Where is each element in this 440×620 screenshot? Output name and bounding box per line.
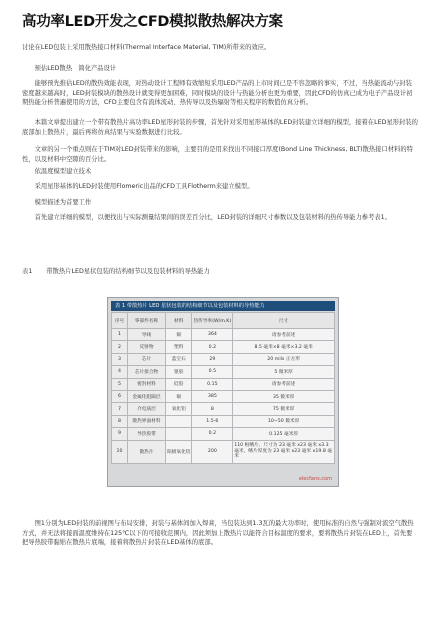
table-cell: 10 — [112, 440, 128, 463]
table-cell: 请参考前述 — [233, 378, 335, 390]
section-heading-1: 预估LED散热 简化产品设计 — [34, 65, 117, 72]
table-cell: 29 — [192, 353, 233, 365]
table-cell: 1.5-6 — [192, 415, 233, 427]
table-cell: 银胶 — [166, 366, 192, 378]
table-row — [112, 329, 335, 341]
table-caption — [22, 266, 210, 275]
intro-paragraph: 讨论在LED包装上采用散热接口材料(Thermal Interface Material, TIM)所带来的效应。 — [22, 44, 271, 51]
table-cell: 反射物 — [128, 341, 166, 353]
table-row — [112, 366, 335, 378]
table-header-row — [112, 313, 335, 329]
table-cell: 导线 — [128, 329, 166, 341]
table-cell: 8.5 毫米×8 毫米×3.2 毫米 — [233, 341, 335, 353]
table-row — [112, 403, 335, 415]
table-cell: 铜 — [166, 329, 192, 341]
table-caption-label: 表1 — [22, 268, 33, 275]
table-cell: 0.2 — [192, 341, 233, 353]
table-cell: 6 — [112, 390, 128, 402]
table-cell: 75 微米厚 — [233, 403, 335, 415]
table-cell: 8 — [192, 403, 233, 415]
table-cell: 金属化阻隔层 — [128, 390, 166, 402]
table-image — [107, 297, 339, 487]
table-cell: 请参考前述 — [233, 329, 335, 341]
table-cell: 200 — [192, 440, 233, 463]
header-cell: 尺寸 — [233, 313, 335, 329]
table-cell — [166, 428, 192, 440]
table-cell: 9 — [112, 428, 128, 440]
table-row — [112, 415, 335, 427]
table-cell: 导热胶带 — [128, 428, 166, 440]
table-cell: 散热片 — [128, 440, 166, 463]
table-cell: 1 — [112, 329, 128, 341]
table-cell: 0.15 — [192, 378, 233, 390]
paragraph-3: 文章的另一个重点则在于TIM对LED封装带来的影响，主要目的是用来找出不同接口厚度(Bond Line Thickness, BLT)散热接口材料的特性，以及材料中空隙的百分比。 — [22, 146, 413, 163]
paragraph-4: 采用星形基体的LED封装使用Flomeric出品的CFD工具Flotherm来建立模型。 — [34, 183, 254, 190]
table-cell: 385 — [192, 390, 233, 402]
table-cell: 硅胶 — [166, 378, 192, 390]
table-row — [112, 428, 335, 440]
table-cell: 0.2 — [192, 428, 233, 440]
section-heading-2: 依温度模型建立技术 — [34, 168, 92, 175]
header-cell: 零部件名称 — [128, 313, 166, 329]
paragraph-1: 能够预先推估LED的散热效能表现，对热动设计工程师有效缩短采用LED产品的上市时间已是不容忽略的事实，不过，当热能流动与封装密度越来越高时，LED封装模块的散热设计就变得更加困难，同时模块的设计与热能分析也更为重要，因此CFD的仿真已成为电子产品设计初期热能分析普遍使用的方法，CFD主要包含有流体流动、热传导以及热辐射等相关程序的数值仿真分析。 — [22, 80, 413, 107]
table-cell: 散热界面材料 — [128, 415, 166, 427]
header-cell: 材料 — [166, 313, 192, 329]
table-title: 表 1 带散热片 LED 星状包装的结构细节以及包装材料的导热能力 — [111, 301, 335, 311]
materials-table — [111, 312, 335, 464]
table-cell: 5 微米厚 — [233, 366, 335, 378]
table-row — [112, 390, 335, 402]
table-cell: 0.5 — [192, 366, 233, 378]
table-cell: 5 — [112, 378, 128, 390]
table-cell: 4 — [112, 366, 128, 378]
table-cell: 蓝宝石 — [166, 353, 192, 365]
table-cell: 塑料 — [166, 341, 192, 353]
paragraph-2: 本篇文章提出建立一个带有散热片高功率LED星形封装的步骤，首先针对采用星形基体的LED封装建立详细的模型，接着在LED星形封装的底部加上散热片，最后再将仿真结果与实验数据进行比较。 — [22, 119, 418, 136]
table-cell: 7 — [112, 403, 128, 415]
table-row — [112, 341, 335, 353]
table-cell: 10~50 微米厚 — [233, 415, 335, 427]
table-cell: 芯片 — [128, 353, 166, 365]
paragraph-6: 图1分别为LED封装的前视图与布局安排，封装与基体间加入焊膏，当包装达到1.3瓦的最大功率时，使用标准的自然与强制对流空气散热方式，并无法将接面温度维持在125℃以下的可接收范围内，因此须加上散热片以能符合目标温度的要求，要将散热片封装在LED上，首先要把导热胶带黏贴在散热片底端，接着将散热片封装在LED基体的底部。 — [22, 520, 414, 547]
table-cell: 氧化铝 — [166, 403, 192, 415]
table-cell: 阳极氧化铝 — [166, 440, 192, 463]
table-row — [112, 440, 335, 463]
table-cell: 8 — [112, 415, 128, 427]
table-row — [112, 353, 335, 365]
table-cell: 铜 — [166, 390, 192, 402]
table-cell: 3 — [112, 353, 128, 365]
table-cell: 密封材料 — [128, 378, 166, 390]
section-heading-3: 模型描述为首要工作 — [34, 199, 92, 206]
table-cell: 2 — [112, 341, 128, 353]
table-cell: 35 微米厚 — [233, 390, 335, 402]
page-title: 高功率LED开发之CFD模拟散热解决方案 — [22, 14, 283, 30]
table-cell: 介电质层 — [128, 403, 166, 415]
table-cell: 110 根鳍片，尺寸为 23 毫米 x23 毫米 x3.3 毫米，鳍片厚度为 23 毫米 x23 毫米 x19.8 毫米 — [233, 440, 335, 463]
table-cell: 0.125 毫米厚 — [233, 428, 335, 440]
table-caption-text: 带散热片LED星状包装的结构细节以及包装材料的导热能力 — [46, 268, 210, 275]
table-cell: 20 mils 正方形 — [233, 353, 335, 365]
header-cell: 热传导率(W/m.K) — [192, 313, 233, 329]
header-cell: 序号 — [112, 313, 128, 329]
watermark: elecfans.com — [298, 476, 332, 482]
table-cell: 364 — [192, 329, 233, 341]
paragraph-5: 首先建立详细的模型，以便找出与实际测量结果间的误差百分比，LED封装的详细尺寸参数以及包装材料的热传导能力参考表1。 — [34, 214, 391, 221]
table-row — [112, 378, 335, 390]
table-cell — [166, 415, 192, 427]
table-cell: 芯片接合物 — [128, 366, 166, 378]
